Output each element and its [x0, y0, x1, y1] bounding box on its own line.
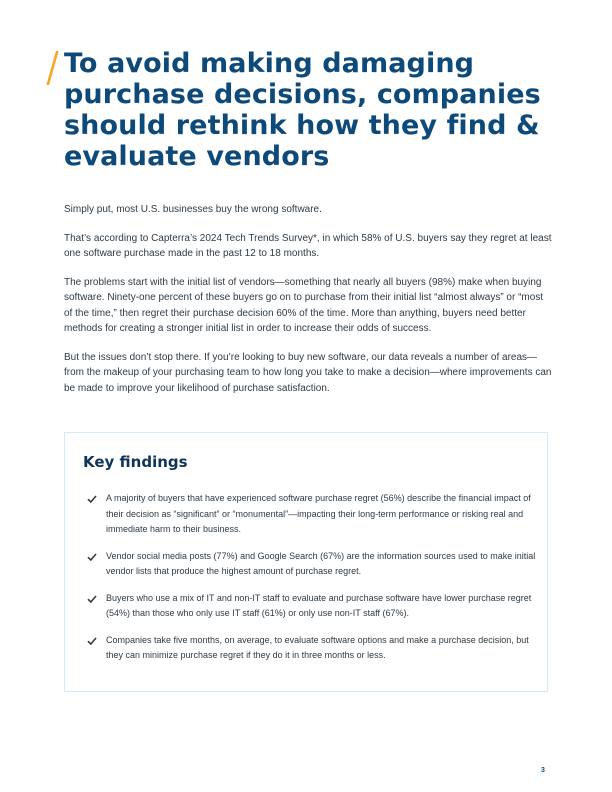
finding-item	[87, 591, 537, 622]
check-icon	[87, 553, 97, 561]
check-icon	[87, 637, 97, 645]
paragraph: Simply put, most U.S. businesses buy the wrong software.	[64, 204, 322, 215]
page-number: 3	[541, 767, 545, 774]
paragraph: The problems start with the initial list of vendors—something that nearly all buyers (98%) make when buying software. Ninety-one percent of these buyers go on to purchase from their initial list “almost always” or “most of the time,” then regret their purchase decision 60% of the time. More than anything, buyers need better methods for creating a stronger initial list in order to increase their odds of success.	[64, 276, 544, 334]
page-title: To avoid making damaging purchase decisions, companies should rethink how they find & evaluate vendors	[64, 48, 541, 172]
key-findings-title: Key findings	[83, 453, 188, 471]
key-findings-list	[87, 491, 537, 675]
intro-text	[64, 202, 554, 409]
check-icon	[87, 595, 97, 603]
finding-text: Companies take five months, on average, to evaluate software options and make a purchase decision, but they can minimize purchase regret if they do it in three months or less.	[106, 634, 529, 660]
finding-item	[87, 549, 537, 580]
finding-text: Buyers who use a mix of IT and non-IT staff to evaluate and purchase software have lower purchase regret (54%) than those who only use IT staff (61%) or only use non-IT staff (67%).	[106, 592, 532, 618]
finding-text: Vendor social media posts (77%) and Google Search (67%) are the information sources used to make initial vendor lists that produce the highest amount of purchase regret.	[106, 550, 536, 576]
paragraph: But the issues don’t stop there. If you’re looking to buy new software, our data reveals a number of areas—from the makeup of your purchasing team to how long you take to make a decision—where improvements can be made to improve your likelihood of purchase satisfaction.	[64, 351, 552, 394]
check-icon	[87, 495, 97, 503]
key-findings-box	[64, 432, 548, 692]
finding-item	[87, 633, 537, 664]
accent-slash-icon	[44, 51, 64, 85]
finding-item	[87, 491, 537, 538]
page-heading	[44, 48, 544, 172]
paragraph: That’s according to Capterra’s 2024 Tech Trends Survey*, in which 58% of U.S. buyers say they regret at least one software purchase made in the past 12 to 18 months.	[64, 232, 552, 259]
finding-text: A majority of buyers that have experienced software purchase regret (56%) describe the financial impact of their decision as “significant” or “monumental”—impacting their long-term performance or risking real and immediate harm to their business.	[106, 493, 531, 534]
